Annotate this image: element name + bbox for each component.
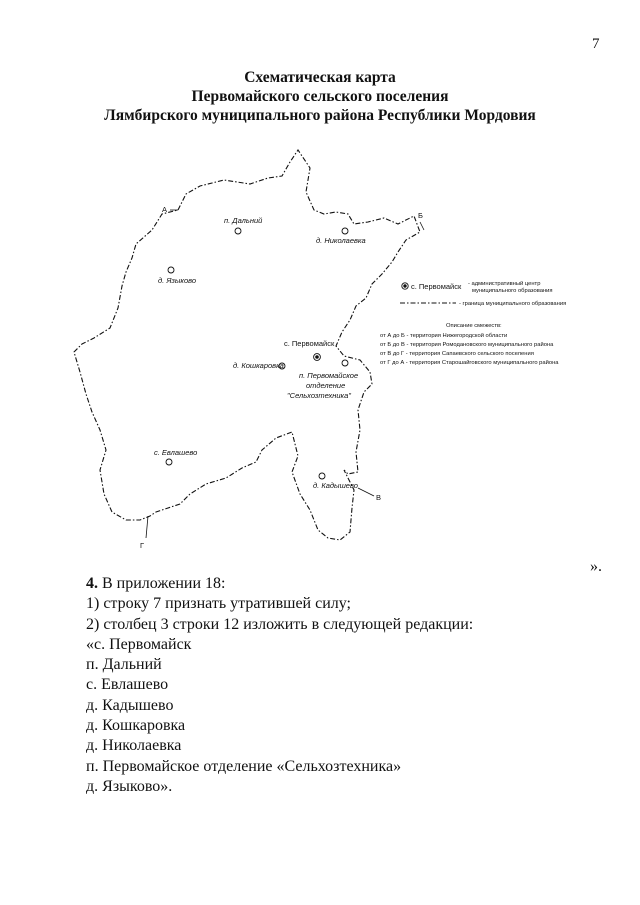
admin-center-dot xyxy=(315,355,319,359)
settlement-label-otdelenie-1: п. Первомайское xyxy=(299,371,359,380)
legend-border-desc: - граница муниципального образования xyxy=(459,301,567,307)
legend-adj-vg: от В до Г - территория Сапаевского сельского поселения xyxy=(380,351,534,357)
item-line-2: 2) столбец 3 строки 12 изложить в следующей редакции: xyxy=(86,615,474,633)
legend-adj-ga: от Г до А - территория Старошайговского муниципального района xyxy=(380,360,559,366)
value-line: д. Языково». xyxy=(86,777,173,795)
legend-center-desc-2: муниципального образования xyxy=(472,288,553,294)
value-line: п. Первомайское отделение «Сельхозтехника» xyxy=(86,757,402,775)
settlement-label-evlashevo: с. Евлашево xyxy=(154,448,198,457)
legend-admin-center-dot xyxy=(403,284,406,287)
settlement-marker-evlashevo xyxy=(166,459,172,465)
title-line-2: Первомайского сельского поселения xyxy=(191,88,449,105)
settlement-label-nikolaevka: д. Николаевка xyxy=(316,236,366,245)
marker-g-line xyxy=(146,516,148,538)
value-line: д. Кошкаровка xyxy=(86,717,186,735)
settlement-label-kadyshevo: д. Кадышево xyxy=(313,481,358,490)
municipal-boundary xyxy=(74,150,420,540)
value-line: д. Николаевка xyxy=(86,737,182,755)
title-line-3: Лямбирского муниципального района Республики Мордовия xyxy=(104,107,536,124)
title-line-1: Схематическая карта xyxy=(244,69,396,86)
value-line: с. Евлашево xyxy=(86,676,169,694)
item-heading-text: В приложении 18: xyxy=(98,575,226,592)
legend-adj-bv: от Б до В - территория Ромодановского муниципального района xyxy=(380,342,554,348)
item-line-1: 1) строку 7 признать утратившей силу; xyxy=(86,595,351,613)
settlement-marker-yazykovo xyxy=(168,267,174,273)
settlement-label-otdelenie-2: отделение xyxy=(306,381,346,390)
settlement-marker-nikolaevka xyxy=(342,228,348,234)
map-legend xyxy=(380,280,566,366)
letter-g: Г xyxy=(140,541,145,550)
page-number: 7 xyxy=(592,36,600,52)
settlement-marker-otdelenie xyxy=(342,360,348,366)
settlement-marker-dalny xyxy=(235,228,241,234)
value-line: «с. Первомайск xyxy=(86,635,192,653)
letter-v: В xyxy=(376,493,382,502)
value-line: п. Дальний xyxy=(86,656,162,674)
amendment-text xyxy=(86,574,473,797)
settlement-label-koshkarovka: д. Кошкаровка xyxy=(233,361,284,370)
legend-adjacency-title: Описание смежеств: xyxy=(446,323,502,329)
letter-b: Б xyxy=(418,211,423,220)
value-line: д. Кадышево xyxy=(86,696,174,714)
marker-b-line xyxy=(420,222,424,230)
item-number: 4. xyxy=(86,575,98,592)
legend-center-desc-1: - административный центр xyxy=(468,281,541,287)
closing-quote: ». xyxy=(590,558,602,575)
settlement-label-dalny: п. Дальний xyxy=(224,216,263,225)
settlement-label-pervomaisk: с. Первомайск xyxy=(284,339,335,348)
settlement-label-yazykovo: д. Языково xyxy=(158,276,197,285)
settlement-label-otdelenie-3: "Сельхозтехника" xyxy=(287,391,351,400)
letter-a: А xyxy=(162,205,168,214)
settlement-marker-kadyshevo xyxy=(319,473,325,479)
legend-center-label: с. Первомайск xyxy=(411,282,462,291)
legend-adj-ab: от А до Б - территория Нижегородской области xyxy=(380,333,508,339)
item-heading xyxy=(86,574,473,594)
marker-v-line xyxy=(358,488,374,496)
